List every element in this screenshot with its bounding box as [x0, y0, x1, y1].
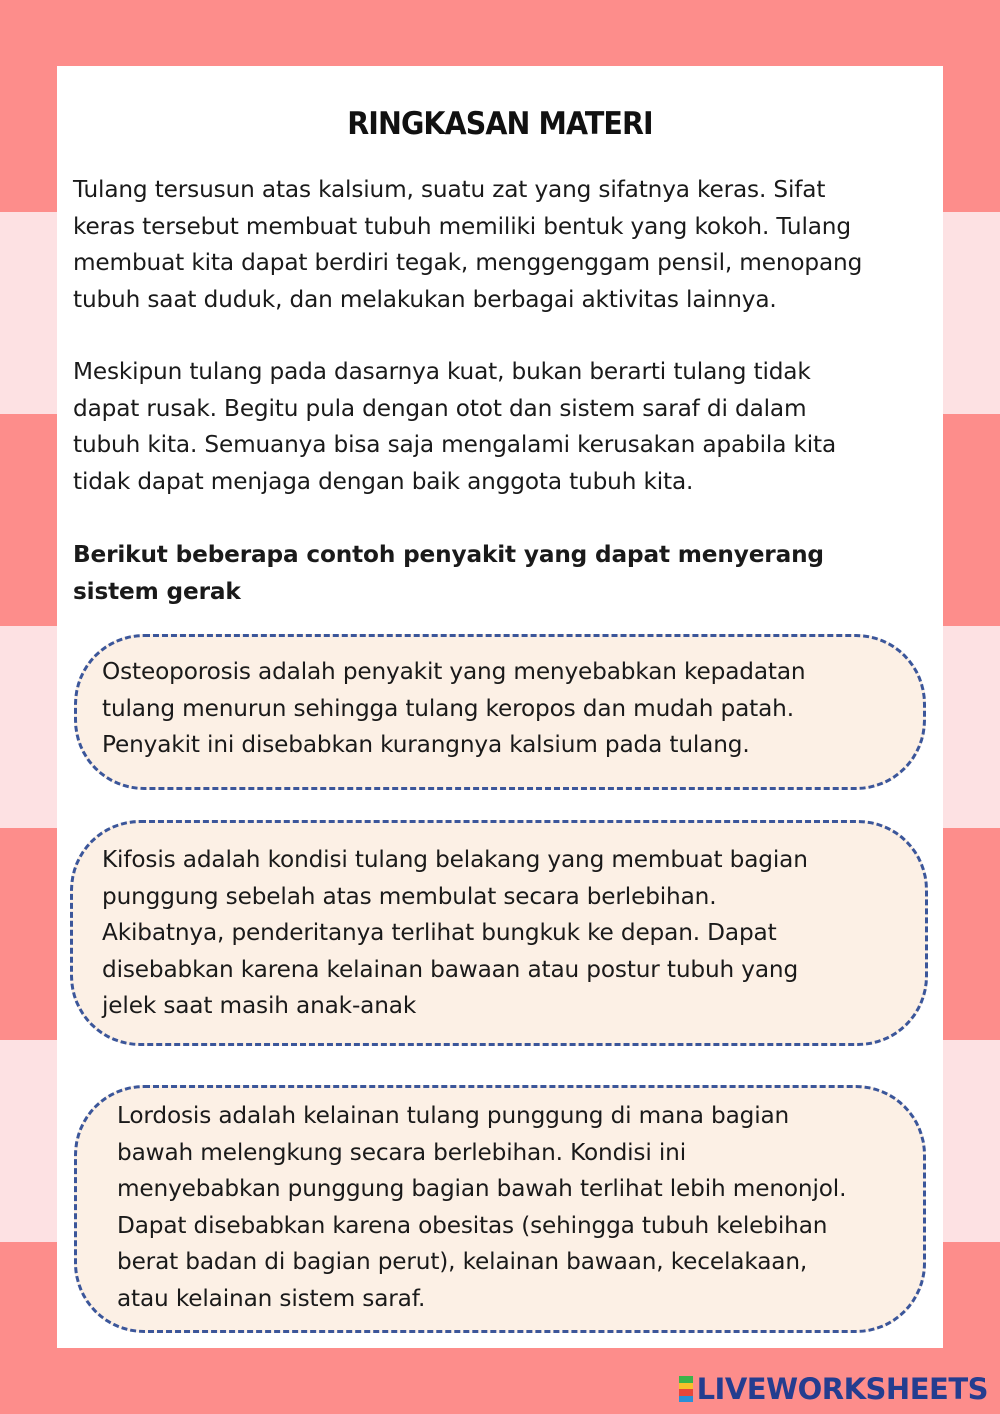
- box-line: Osteoporosis adalah penyakit yang menyebabkan kepadatan: [102, 658, 806, 685]
- liveworksheets-wordmark: LIVEWORKSHEETS: [696, 1372, 988, 1406]
- box-line: Akibatnya, penderitanya terlihat bungkuk ke depan. Dapat: [102, 919, 777, 947]
- box-line: Penyakit ini disebabkan kurangnya kalsium pada tulang.: [102, 731, 750, 759]
- box-line: punggung sebelah atas membulat secara berlebihan.: [102, 882, 717, 910]
- box-line: berat badan di bagian perut), kelainan bawaan, kecelakaan,: [117, 1248, 808, 1276]
- box-line: jelek saat masih anak-anak: [102, 992, 417, 1020]
- liveworksheets-logo[interactable]: [679, 1372, 988, 1406]
- box-line: menyebabkan punggung bagian bawah terlihat lebih menonjol.: [117, 1175, 847, 1203]
- second-line: tubuh kita. Semuanya bisa saja mengalami kerusakan apabila kita: [73, 431, 837, 459]
- box-line: Dapat disebabkan karena obesitas (sehingga tubuh kelebihan: [117, 1211, 828, 1239]
- kifosis-text: [102, 842, 808, 1025]
- second-line: dapat rusak. Begitu pula dengan otot dan sistem saraf di dalam: [73, 394, 807, 422]
- box-line: bawah melengkung secara berlebihan. Kondisi ini: [117, 1138, 687, 1166]
- liveworksheets-logo-icon: [679, 1376, 693, 1402]
- box-line: tulang menurun sehingga tulang keropos dan mudah patah.: [102, 694, 794, 722]
- box-line: disebabkan karena kelainan bawaan atau postur tubuh yang: [102, 955, 799, 983]
- section-heading: [73, 537, 943, 610]
- heading-line: Berikut beberapa contoh penyakit yang dapat menyerang: [73, 541, 824, 568]
- intro-line: membuat kita dapat berdiri tegak, menggenggam pensil, menopang: [73, 249, 863, 277]
- heading-line: sistem gerak: [73, 577, 241, 605]
- second-line: Meskipun tulang pada dasarnya kuat, bukan berarti tulang tidak: [73, 358, 811, 385]
- lordosis-text: [117, 1098, 846, 1318]
- page-title: RINGKASAN MATERI: [347, 106, 653, 142]
- intro-line: keras tersebut membuat tubuh memiliki bentuk yang kokoh. Tulang: [73, 212, 851, 240]
- box-line: Lordosis adalah kelainan tulang punggung di mana bagian: [117, 1102, 790, 1129]
- intro-paragraph: [73, 172, 943, 318]
- second-line: tidak dapat menjaga dengan baik anggota tubuh kita.: [73, 467, 694, 495]
- box-line: Kifosis adalah kondisi tulang belakang yang membuat bagian: [102, 846, 808, 873]
- intro-line: tubuh saat duduk, dan melakukan berbagai aktivitas lainnya.: [73, 285, 777, 313]
- second-paragraph: [73, 354, 943, 500]
- osteoporosis-text: [102, 654, 805, 764]
- intro-line: Tulang tersusun atas kalsium, suatu zat yang sifatnya keras. Sifat: [73, 176, 826, 203]
- box-line: atau kelainan sistem saraf.: [117, 1284, 426, 1312]
